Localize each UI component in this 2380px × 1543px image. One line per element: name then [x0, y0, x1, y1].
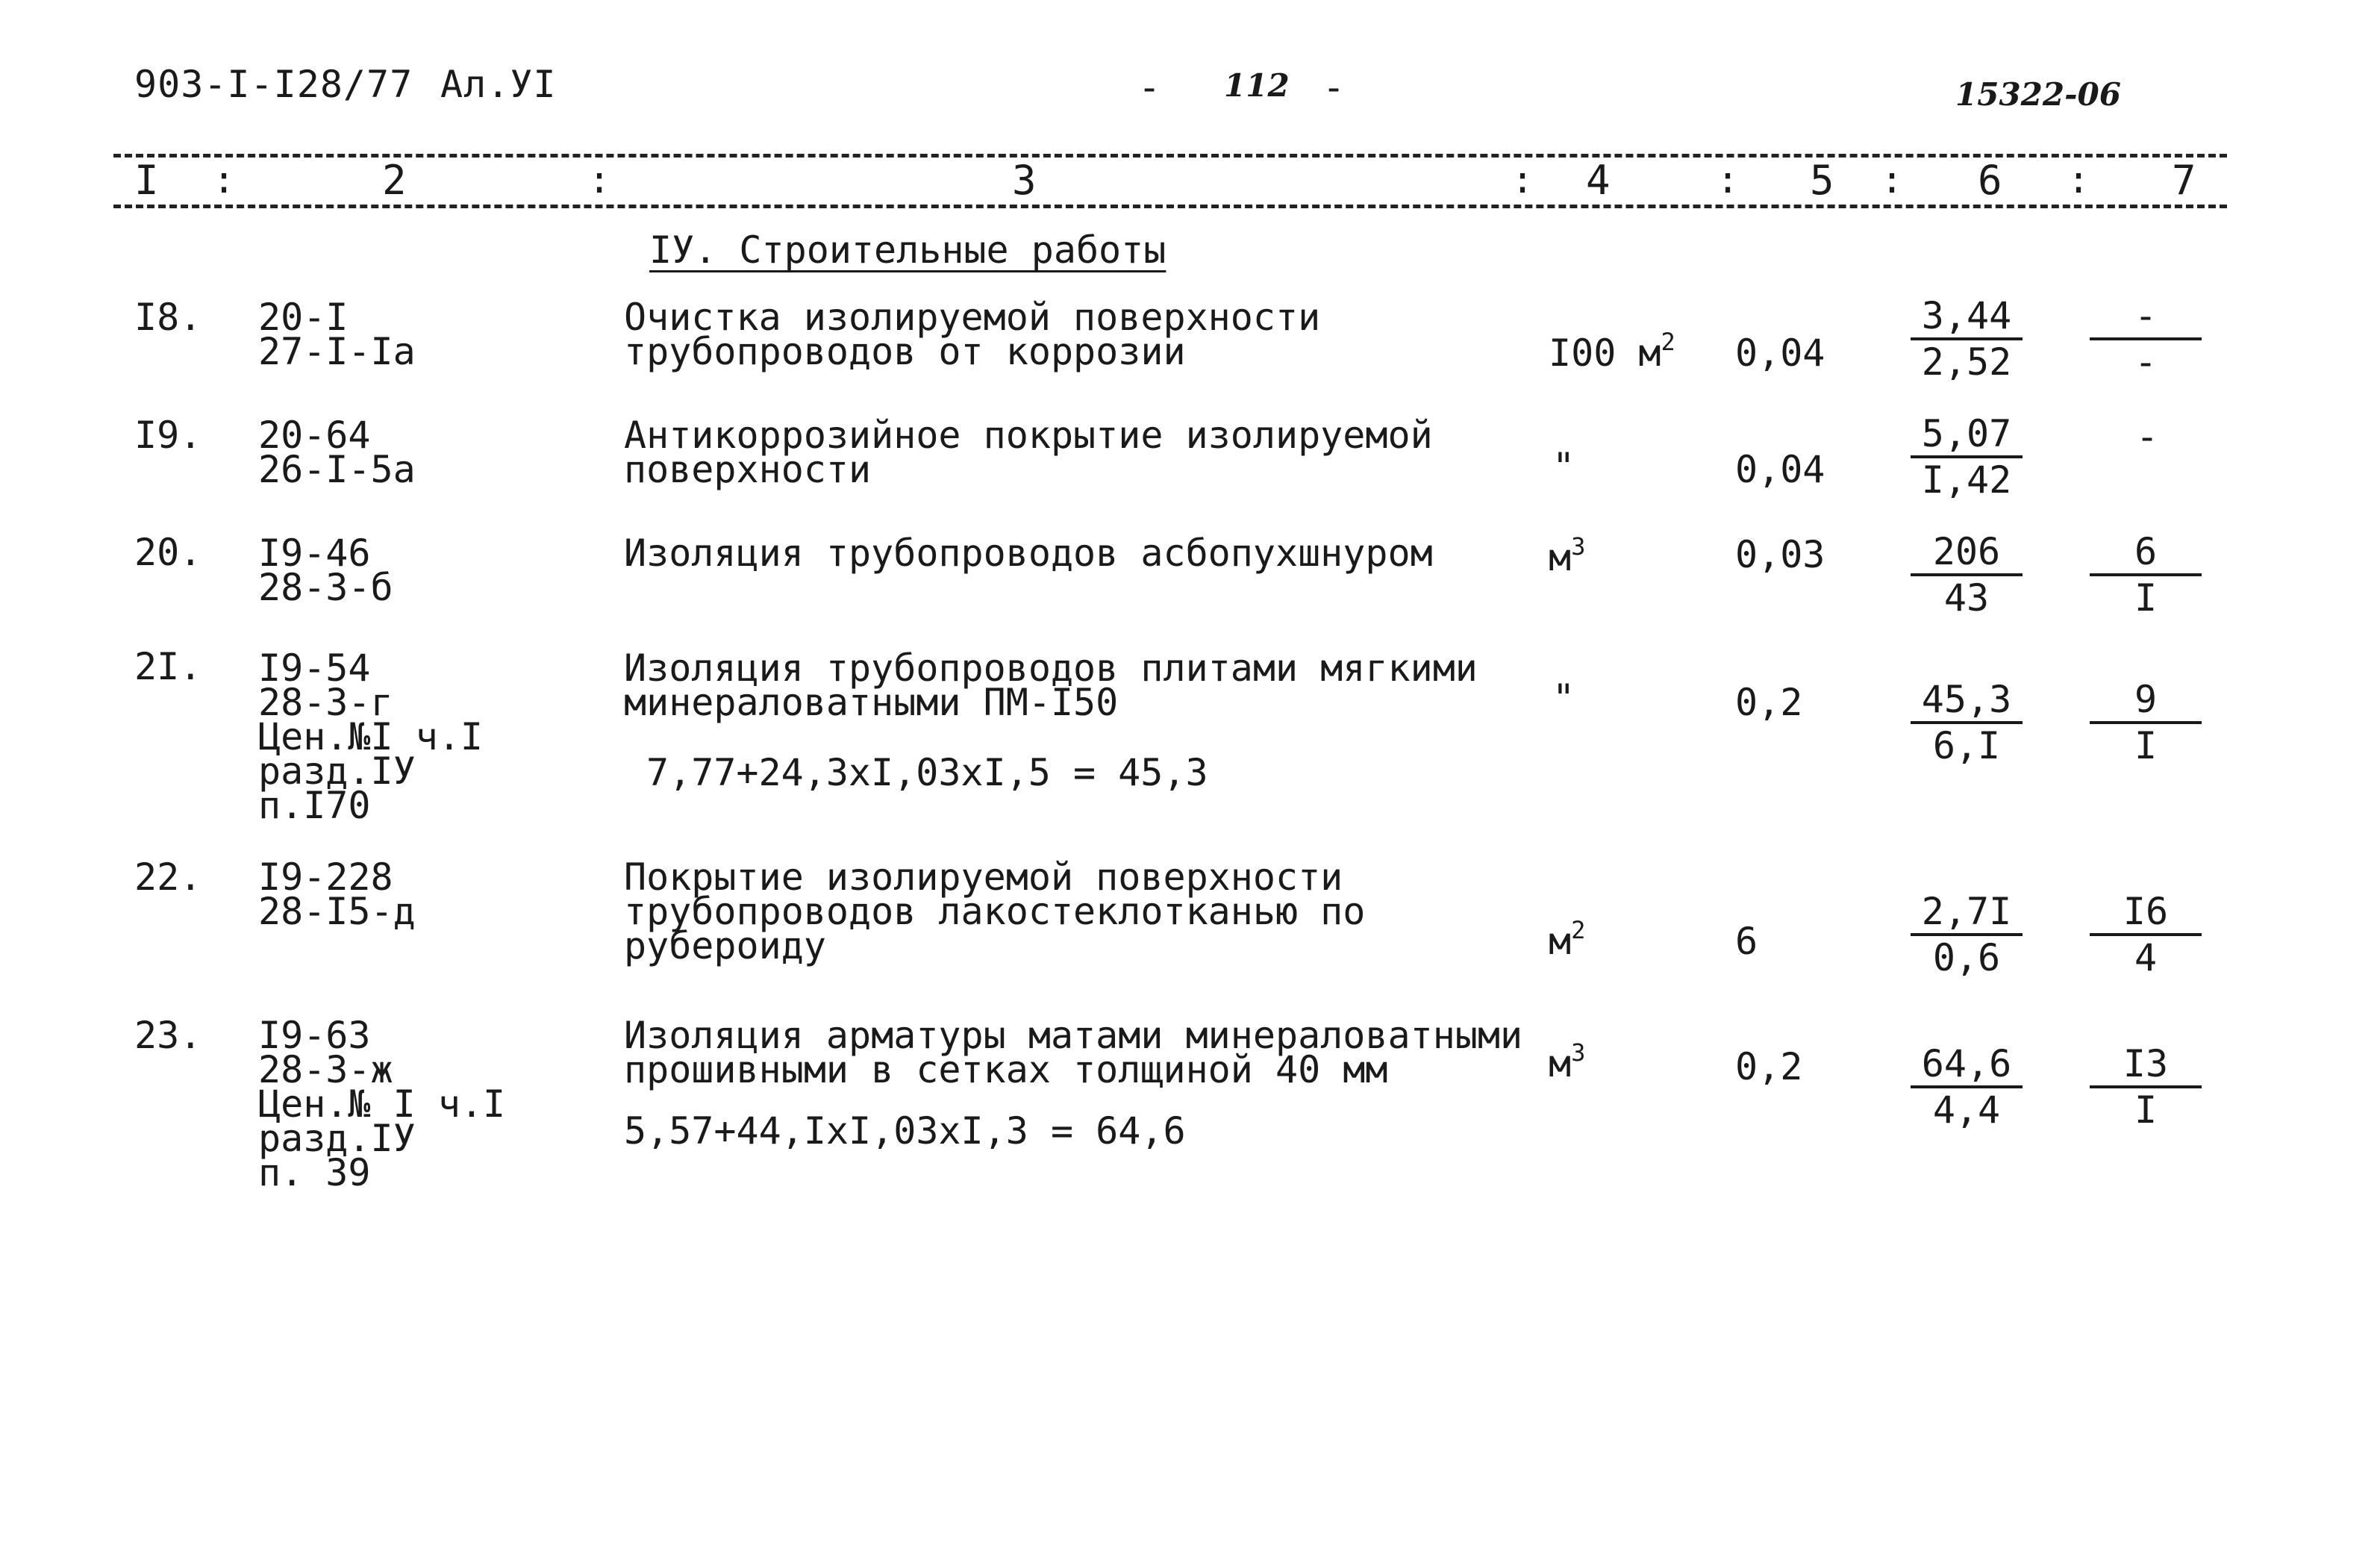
code-line: Цен.№I ч.I [258, 715, 484, 758]
page-number: 112 [1224, 67, 1290, 104]
document-code: 903-I-I28/77 [134, 63, 413, 106]
row-description [624, 1014, 1523, 1091]
fraction-denominator: 4,4 [1932, 1088, 2001, 1132]
row-number: 2I. [134, 645, 202, 688]
code-line: разд.IУ [258, 1117, 416, 1160]
page-dash-left: - [1138, 66, 1162, 109]
code-line: 20-I [258, 296, 349, 339]
code-line: I9-228 [258, 855, 393, 899]
column-7-fraction [2090, 294, 2202, 384]
stamp-number: 15322-06 [1955, 76, 2121, 113]
fraction-numerator: 5,07 [1921, 412, 2012, 455]
row-number: I8. [134, 296, 202, 339]
column-number-1: I [134, 157, 159, 204]
quantity: 0,2 [1735, 681, 1803, 724]
unit-exponent: 3 [1571, 532, 1586, 561]
fraction-numerator: 206 [1932, 530, 2001, 573]
fraction-numerator: - [2134, 294, 2158, 337]
column-number-6: 6 [1978, 157, 2002, 204]
quantity: 0,04 [1735, 448, 1825, 491]
code-line: п. 39 [258, 1151, 371, 1194]
fraction-denominator: - [2134, 340, 2158, 384]
code-line: 28-3-г [258, 681, 393, 724]
description-line: минераловатными ПМ-I50 [624, 681, 1119, 724]
fraction-denominator: 2,52 [1921, 340, 2012, 384]
row-codes [258, 414, 416, 491]
column-separator: : [1881, 158, 1904, 202]
fraction-numerator: 3,44 [1921, 294, 2012, 337]
description-line: Изоляция арматуры матами минераловатными [624, 1014, 1523, 1057]
unit [1549, 916, 1586, 963]
unit [1549, 1038, 1586, 1085]
column-6-fraction [1911, 294, 2023, 384]
description-line: прошивными в сетках толщиной 40 мм [624, 1048, 1388, 1091]
column-separator: : [1717, 158, 1740, 202]
column-number-7: 7 [2172, 157, 2196, 204]
row-number: 20. [134, 531, 202, 574]
description-line: трубопроводов от коррозии [624, 330, 1186, 373]
row-description [624, 855, 1366, 967]
fraction-numerator: 45,3 [1921, 678, 2012, 721]
column-separator: : [1511, 158, 1534, 202]
unit [1549, 328, 1675, 375]
row-description [624, 646, 1478, 724]
fraction-numerator: 6 [2134, 530, 2158, 573]
column-6-fraction [1911, 412, 2023, 502]
fraction-numerator: 9 [2134, 678, 2158, 721]
column-number-2: 2 [382, 157, 407, 204]
calculation-formula: 5,57+44,IxI,03xI,3 = 64,6 [624, 1109, 1186, 1153]
description-line: Антикоррозийное покрытие изолируемой [624, 414, 1433, 457]
unit [1549, 532, 1586, 579]
fraction-denominator: I [2134, 1088, 2158, 1132]
row-description [624, 414, 1433, 491]
description-line: Изоляция трубопроводов плитами мягкими [624, 646, 1478, 690]
column-separator: : [213, 158, 236, 202]
section-title: IУ. Строительные работы [649, 228, 1166, 272]
code-line: I9-46 [258, 532, 371, 575]
page-dash-right: - [1322, 66, 1346, 109]
code-line: разд.IУ [258, 749, 416, 793]
row-codes [258, 532, 393, 609]
fraction-denominator: 6,I [1932, 724, 2001, 767]
calculation-formula: 7,77+24,3xI,03xI,5 = 45,3 [646, 751, 1208, 794]
quantity: 0,04 [1735, 331, 1825, 375]
code-line: 28-I5-д [258, 890, 416, 933]
column-7-fraction [2090, 678, 2202, 767]
column-number-3: 3 [1012, 157, 1037, 204]
description-line: рубероиду [624, 924, 826, 967]
column-6-fraction [1911, 530, 2023, 620]
unit-text: I00 м [1549, 331, 1661, 375]
column-separator: : [588, 158, 611, 202]
row-number: I9. [134, 414, 202, 457]
album-label: Ал.УI [440, 63, 557, 106]
description-line: Очистка изолируемой поверхности [624, 296, 1321, 339]
unit [1552, 445, 1575, 488]
column-7-fraction [2090, 530, 2202, 620]
description-line: Изоляция трубопроводов асбопухшнуром [624, 532, 1433, 575]
row-codes [258, 1014, 506, 1194]
code-line: 20-64 [258, 414, 371, 457]
unit-text: " [1552, 445, 1575, 488]
fraction-denominator: I [2134, 576, 2158, 620]
row-codes [258, 296, 416, 373]
code-line: 28-3-ж [258, 1048, 393, 1091]
unit-exponent: 2 [1571, 916, 1586, 944]
code-line: 27-I-Ia [258, 330, 416, 373]
row-number: 22. [134, 855, 202, 899]
unit-exponent: 3 [1571, 1038, 1586, 1067]
code-line: I9-63 [258, 1014, 371, 1057]
quantity: 6 [1735, 920, 1758, 963]
column-7-fraction [2090, 890, 2202, 979]
fraction-numerator: 64,6 [1921, 1042, 2012, 1085]
column-7-value: - [2136, 415, 2159, 458]
column-separator: : [2067, 158, 2090, 202]
column-number-4: 4 [1586, 157, 1611, 204]
quantity: 0,2 [1735, 1045, 1803, 1088]
code-line: 28-3-б [258, 566, 393, 609]
row-description [624, 296, 1321, 373]
column-number-5: 5 [1810, 157, 1834, 204]
header-rule-bottom [113, 205, 2227, 208]
unit-text: м [1549, 1042, 1572, 1085]
description-line: Покрытие изолируемой поверхности [624, 855, 1343, 899]
row-codes [258, 855, 416, 933]
unit [1552, 676, 1575, 720]
column-6-fraction [1911, 1042, 2023, 1132]
column-6-fraction [1911, 678, 2023, 767]
fraction-numerator: 2,7I [1921, 890, 2012, 933]
header-rule-top [113, 154, 2227, 158]
code-line: Цен.№ I ч.I [258, 1082, 506, 1126]
description-line: поверхности [624, 448, 872, 491]
fraction-numerator: I6 [2123, 890, 2169, 933]
unit-text: м [1549, 920, 1572, 963]
row-description [624, 532, 1433, 575]
unit-exponent: 2 [1661, 328, 1675, 356]
code-line: 26-I-5а [258, 448, 416, 491]
fraction-denominator: I [2134, 724, 2158, 767]
unit-text: м [1549, 536, 1572, 579]
fraction-denominator: 4 [2134, 936, 2158, 979]
fraction-denominator: 0,6 [1932, 936, 2001, 979]
quantity: 0,03 [1735, 533, 1825, 576]
description-line: трубопроводов лакостеклотканью по [624, 890, 1366, 933]
fraction-denominator: 43 [1943, 576, 1990, 620]
column-6-fraction [1911, 890, 2023, 979]
fraction-denominator: I,42 [1921, 458, 2012, 502]
column-7-fraction [2090, 1042, 2202, 1132]
row-codes [258, 646, 484, 827]
code-line: п.I70 [258, 784, 371, 827]
unit-text: " [1552, 676, 1575, 720]
code-line: I9-54 [258, 646, 371, 690]
row-number: 23. [134, 1014, 202, 1057]
fraction-numerator: I3 [2123, 1042, 2169, 1085]
